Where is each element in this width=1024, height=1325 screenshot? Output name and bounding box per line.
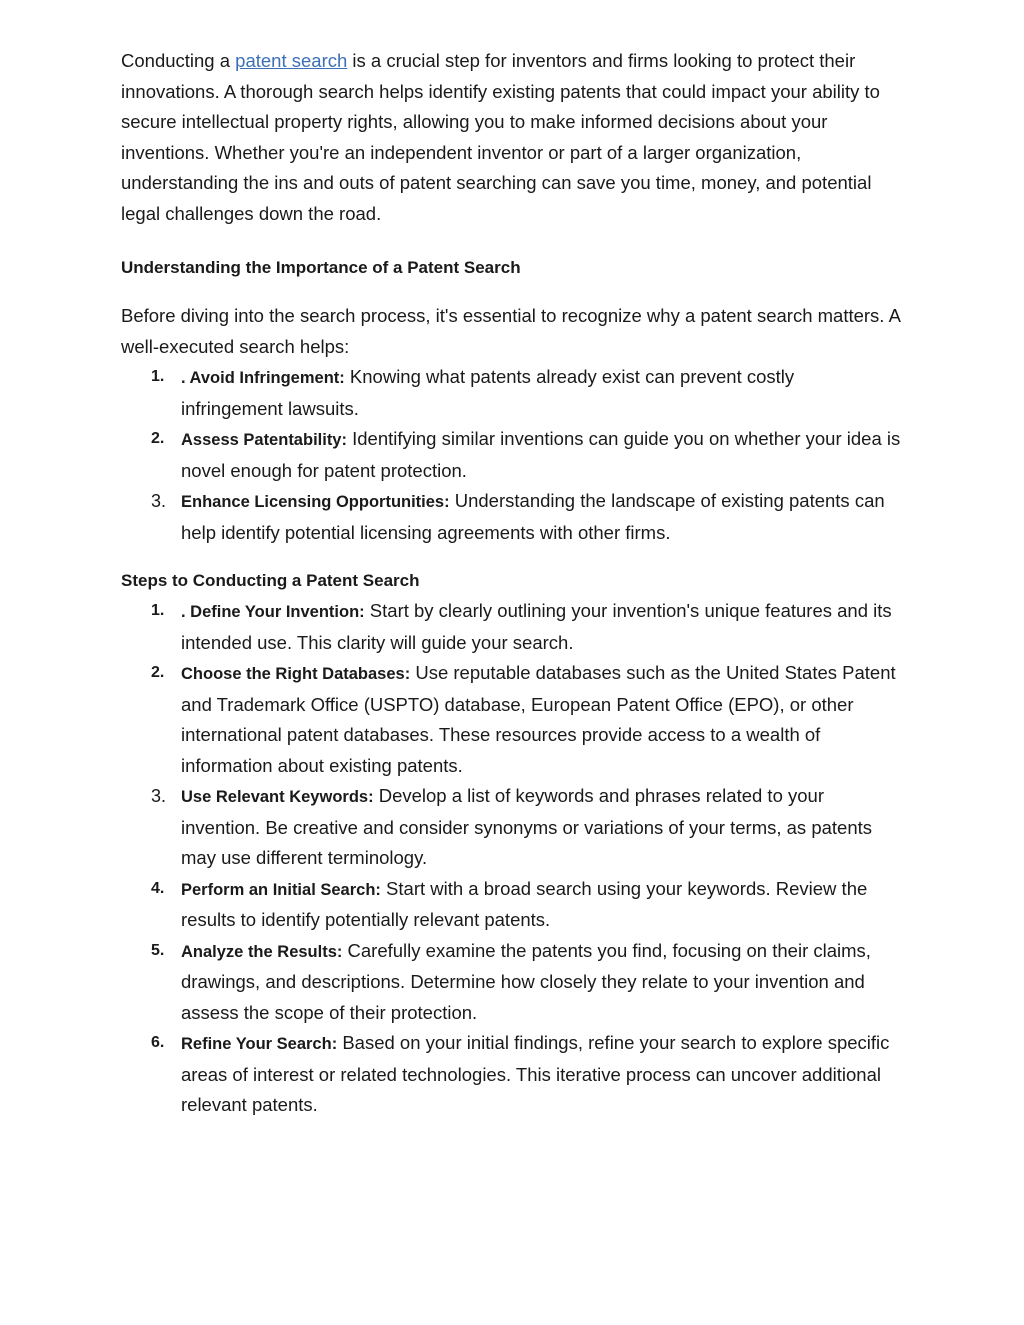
patent-search-link[interactable]: patent search <box>235 50 348 71</box>
list-item-term: Enhance Licensing Opportunities: <box>181 493 450 511</box>
list-item-term: Use Relevant Keywords: <box>181 788 374 806</box>
list-item-term: . Avoid Infringement: <box>181 369 345 387</box>
list-item <box>121 874 901 936</box>
section-heading-steps: Steps to Conducting a Patent Search <box>121 571 420 590</box>
list-item-text: Knowing what patents already exist can prevent costly infringement lawsuits. <box>181 366 795 419</box>
importance-paragraph: Before diving into the search process, it's essential to recognize why a patent search matters. A well-executed search helps: <box>121 305 900 357</box>
list-item-term: Refine Your Search: <box>181 1035 338 1053</box>
list-item-text: Start with a broad search using your keywords. Review the results to identify potentially relevant patents. <box>181 877 868 930</box>
list-item <box>121 1028 901 1121</box>
list-item-text: Carefully examine the patents you find, focusing on their claims, drawings, and descriptions. Determine how closely they relate to your invention and assess the scope of their protection. <box>181 939 871 1023</box>
list-item-term: Analyze the Results: <box>181 942 343 961</box>
document-page <box>121 46 901 1121</box>
list-number: 6. <box>151 1034 165 1051</box>
list-number: 4. <box>151 879 165 897</box>
list-number: 1. <box>151 368 165 385</box>
steps-list <box>121 596 901 1121</box>
list-item <box>121 362 901 424</box>
list-item-text: Understanding the landscape of existing patents can help identify potential licensing agreements with other firms. <box>181 490 885 543</box>
list-item-term: Choose the Right Databases: <box>181 665 411 683</box>
intro-text-rest: is a crucial step for inventors and firms looking to protect their innovations. A thorough search helps identify existing patents that could impact your ability to secure intellectual property rights, allowing you to make informed decisions about your inventions. Whether you're an independent inventor or part of a larger organization, understanding the ins and outs of patent searching can save you time, money, and potential legal challenges down the road. <box>121 50 880 224</box>
list-number: 2. <box>151 664 165 681</box>
list-item <box>121 596 901 658</box>
list-item-text: Identifying similar inventions can guide you on whether your idea is novel enough for patent protection. <box>181 428 901 481</box>
list-number: 5. <box>151 941 165 959</box>
list-item <box>121 658 901 781</box>
list-number: 1. <box>151 602 165 619</box>
list-item-term: Assess Patentability: <box>181 431 347 449</box>
list-number: 3. <box>151 491 167 511</box>
list-item <box>121 486 901 548</box>
list-item <box>121 936 901 1029</box>
list-item-text: Develop a list of keywords and phrases related to your invention. Be creative and consider synonyms or variations of your terms, as patents may use different terminology. <box>181 785 873 868</box>
list-number: 3. <box>151 786 167 806</box>
list-item-text: Use reputable databases such as the United States Patent and Trademark Office (USPTO) database, European Patent Office (EPO), or other international patent databases. These resources provide access to a wealth of information about existing patents. <box>181 662 896 776</box>
intro-paragraph <box>121 46 901 229</box>
list-item <box>121 781 901 874</box>
intro-text-start: Conducting a <box>121 50 236 71</box>
list-item <box>121 424 901 486</box>
list-number: 2. <box>151 430 165 447</box>
list-item-text: Start by clearly outlining your invention's unique features and its intended use. This clarity will guide your search. <box>181 600 892 653</box>
list-item-term: Perform an Initial Search: <box>181 880 381 899</box>
list-item-text: Based on your initial findings, refine your search to explore specific areas of interest or related technologies. This iterative process can uncover additional relevant patents. <box>181 1032 890 1115</box>
importance-list <box>121 362 901 548</box>
section-heading-importance: Understanding the Importance of a Patent Search <box>121 258 521 277</box>
list-item-term: . Define Your Invention: <box>181 603 365 621</box>
